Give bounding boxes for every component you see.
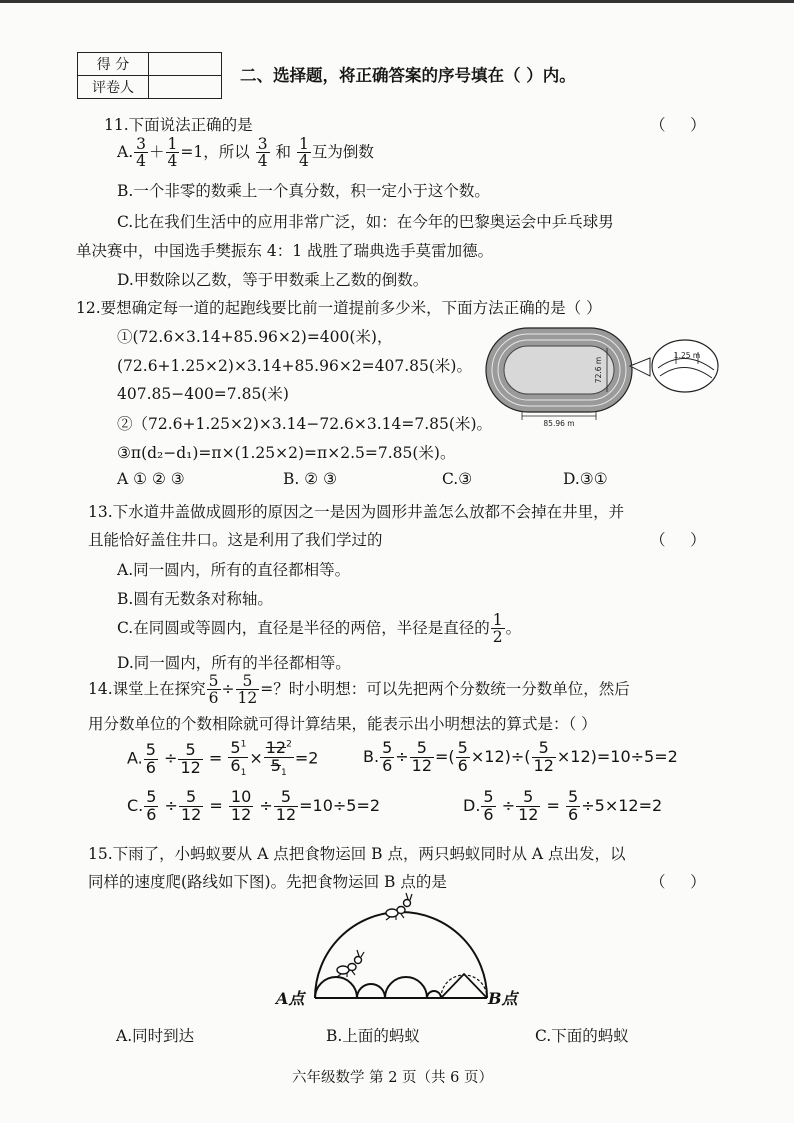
fraction: $\frac{5}{6}$ [208, 672, 219, 708]
lane-width-label: 1.25 m [673, 351, 701, 360]
q12-method-1b: (72.6+1.25×2)×3.14+85.96×2=407.85(米)。 [117, 357, 472, 375]
q11-stem: 11.下面说法正确的是 [104, 116, 253, 134]
q13-stem-line2: 且能恰好盖住井口。这是利用了我们学过的 [88, 531, 383, 549]
q14-option-b: B. $\frac{5}{6}$ ÷ $\frac{5}{12}$ =( $\frac{5}{6}$ ×12)÷( $\frac{5}{12}$ ×12)=10÷5=2 [363, 738, 678, 775]
q13-option-c: C.在同圆或等圆内，直径是半径的两倍，半径是直径的 $\frac{1}{2}$ 。 [117, 611, 522, 647]
score-table [77, 52, 222, 99]
lower-ant-icon [337, 950, 364, 977]
q13-option-a: A.同一圆内，所有的直径都相等。 [117, 561, 351, 579]
point-a-label: A点 [276, 989, 305, 1008]
q11-answer-paren[interactable]: （ ） [650, 116, 706, 134]
q14-option-c: C. $\frac{5}{6}$ ÷ $\frac{5}{12}$ = $\frac{10}{12}$ ÷ $\frac{5}{12}$ =10÷5=2 [127, 787, 381, 824]
top-border [0, 0, 794, 3]
fraction: $\frac{1}{4}$ [167, 135, 178, 171]
q15-option-c: C.下面的蚂蚁 [535, 1027, 629, 1045]
q12-stem: 12.要想确定每一道的起跑线要比前一道提前多少米，下面方法正确的是（ ） [76, 299, 602, 317]
q14-stem-line1: 14.课堂上在探究 $\frac{5}{6}$ ÷ $\frac{5}{12}$ =？时小明想：可以先把两个分数统一分数单位，然后 [88, 672, 630, 708]
q11-option-a: A. $\frac{3}{4}$ ＋ $\frac{1}{4}$ =1，所以 $\frac{3}{4}$ 和 $\frac{1}{4}$ 互为倒数 [117, 135, 374, 171]
q11-option-c-line2: 单决赛中，中国选手樊振东 4：1 战胜了瑞典选手莫雷加德。 [76, 242, 494, 260]
q11-option-c-line1: C.比在我们生活中的应用非常广泛，如：在今年的巴黎奥运会中乒乓球男 [117, 213, 614, 231]
section-title: 二、选择题，将正确答案的序号填在（ ）内。 [240, 66, 576, 85]
q12-option-a: A ① ② ③ [117, 470, 185, 488]
q14-option-a: A. $\frac{5}{6}$ ÷ $\frac{5}{12}$ = $\frac{5^1}{6_1}$ × $\frac{12^2}{5_1}$ =2 [127, 738, 319, 778]
q12-method-3: ③π(d₂−d₁)=π×(1.25×2)=π×2.5=7.85(米)。 [117, 444, 456, 462]
q15-option-b: B.上面的蚂蚁 [326, 1027, 420, 1045]
q12-option-c: C.③ [442, 470, 473, 488]
q11-option-d: D.甲数除以乙数，等于甲数乘上乙数的倒数。 [117, 271, 429, 289]
q14-stem-line2: 用分数单位的个数相除就可得计算结果，能表示出小明想法的算式是：（ ） [88, 715, 597, 733]
q11-option-b: B.一个非零的数乘上一个真分数，积一定小于这个数。 [117, 182, 490, 200]
q15-stem-line1: 15.下雨了，小蚂蚁要从 A 点把食物运回 B 点，两只蚂蚁同时从 A 点出发，以 [88, 845, 626, 863]
q12-method-1: ①(72.6×3.14+85.96×2)=400(米)， [117, 328, 393, 346]
fraction: $\frac{1}{4}$ [298, 135, 309, 171]
track-length-label: 85.96 m [543, 419, 575, 428]
grader-label: 评卷人 [78, 76, 149, 99]
q12-method-1c: 407.85−400=7.85(米) [117, 385, 289, 403]
q13-answer-paren[interactable]: （ ） [650, 531, 706, 549]
fraction: $\frac{1}{2}$ [492, 611, 503, 647]
grader-box[interactable] [149, 76, 222, 99]
score-label: 得 分 [78, 53, 149, 76]
q15-option-a: A.同时到达 [116, 1027, 195, 1045]
running-track-figure [480, 318, 720, 430]
q15-answer-paren[interactable]: （ ） [650, 873, 706, 891]
upper-ant-icon [386, 893, 412, 920]
q14-option-d: D. $\frac{5}{6}$ ÷ $\frac{5}{12}$ = $\frac{5}{6}$ ÷5×12=2 [463, 787, 663, 824]
q12-option-b: B. ② ③ [283, 470, 337, 488]
q13-option-d: D.同一圆内，所有的半径都相等。 [117, 654, 351, 672]
track-width-label: 72.6 m [594, 356, 603, 384]
page-footer: 六年级数学 第 2 页（共 6 页） [292, 1070, 493, 1086]
q13-stem-line1: 13.下水道井盖做成圆形的原因之一是因为圆形井盖怎么放都不会掉在井里，并 [88, 503, 625, 521]
fraction: $\frac{3}{4}$ [257, 135, 268, 171]
fraction: $\frac{3}{4}$ [136, 135, 146, 171]
q12-option-d: D.③① [563, 470, 608, 488]
q15-stem-line2: 同样的速度爬(路线如下图)。先把食物运回 B 点的是 [88, 873, 447, 891]
option-label: A. [117, 142, 134, 161]
q13-option-b: B.圆有无数条对称轴。 [117, 590, 273, 608]
q12-method-2: ②（72.6+1.25×2)×3.14−72.6×3.14=7.85(米)。 [117, 415, 492, 433]
point-b-label: B点 [488, 989, 518, 1008]
score-box[interactable] [149, 53, 222, 76]
fraction: $\frac{5}{12}$ [237, 672, 258, 708]
